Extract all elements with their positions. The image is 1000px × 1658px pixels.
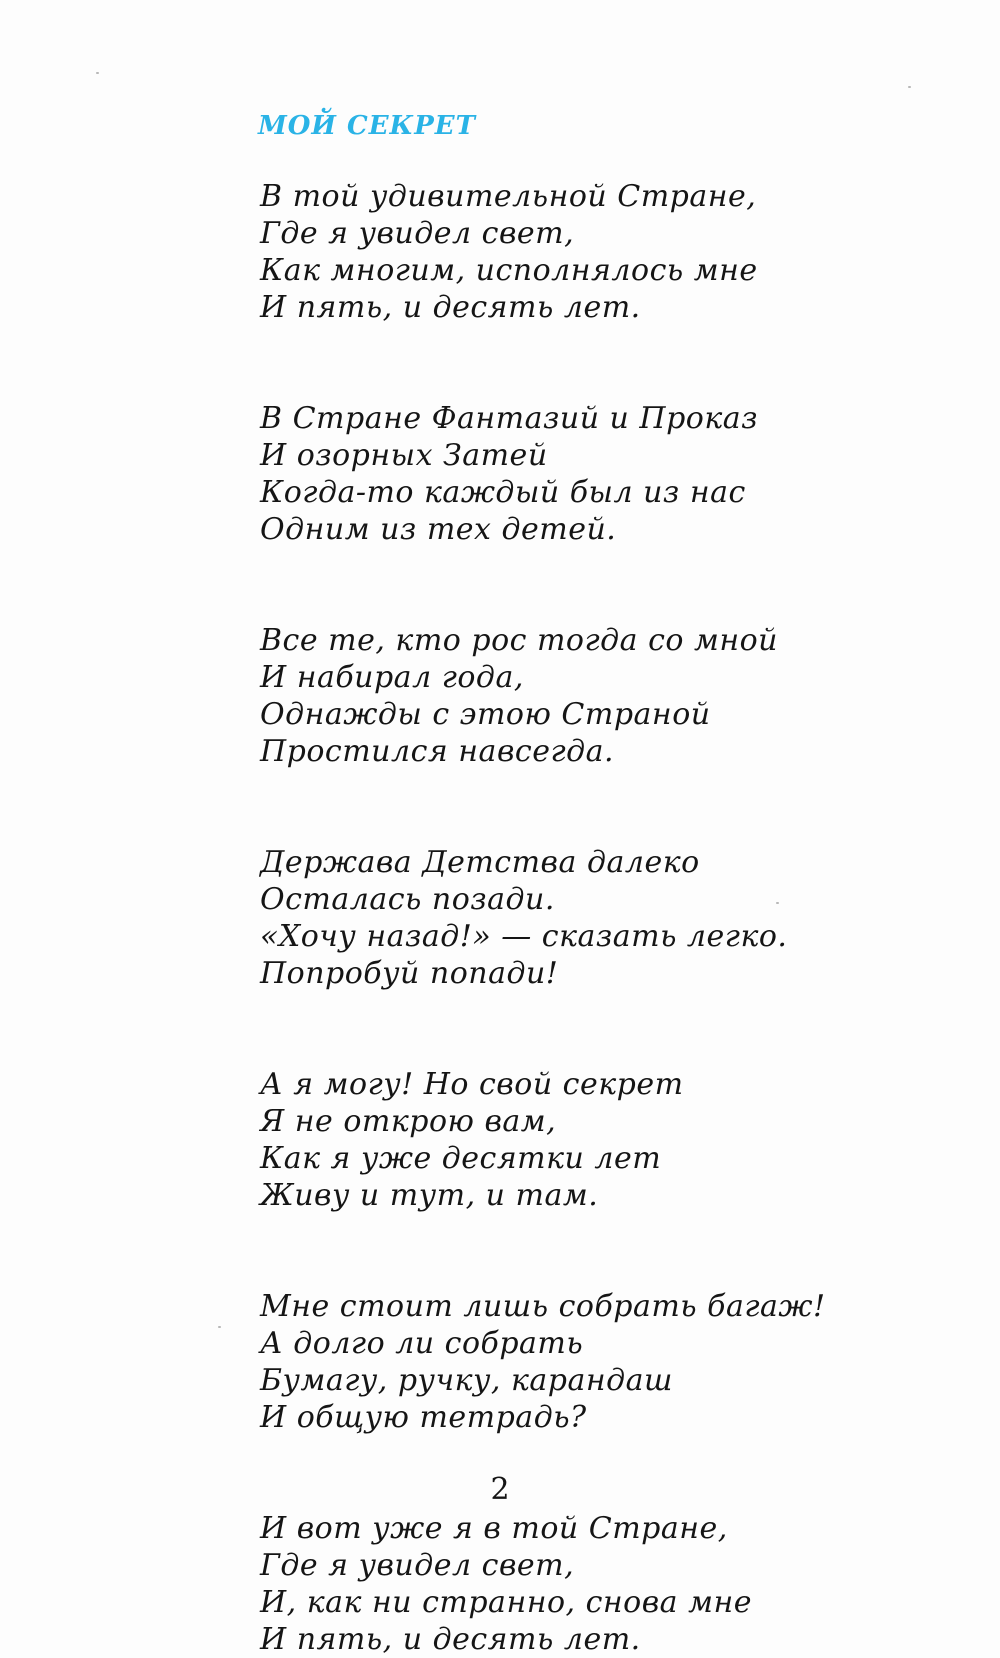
- stanza: [260, 622, 900, 770]
- poem-line: Когда-то каждый был из нас: [260, 475, 746, 510]
- poem-line: Однажды с этою Страной: [260, 697, 711, 732]
- poem-line: Как многим, исполнялось мне: [260, 253, 758, 288]
- poem-line: И вот уже я в той Стране,: [260, 1511, 728, 1546]
- poem-line: Одним из тех детей.: [260, 512, 617, 547]
- poem-line: Где я увидел свет,: [260, 1548, 575, 1583]
- poem-line: И пять, и десять лет.: [260, 1622, 641, 1657]
- poem-line: Где я увидел свет,: [260, 216, 575, 251]
- stanza: [260, 400, 900, 548]
- poem-line: В Стране Фантазий и Проказ: [260, 401, 758, 436]
- stanza: [260, 1510, 900, 1658]
- stanza: [260, 844, 900, 992]
- poem-line: Мне стоит лишь собрать багаж!: [260, 1289, 826, 1324]
- stanza: [260, 178, 900, 326]
- poem-line: А долго ли собрать: [260, 1326, 584, 1361]
- poem-line: И пять, и десять лет.: [260, 290, 641, 325]
- poem-line: «Хочу назад!» — сказать легко.: [260, 919, 788, 954]
- poem-body: [260, 178, 900, 1658]
- paper-speck: [218, 1326, 221, 1328]
- poem-line: Осталась позади.: [260, 882, 555, 917]
- poem-line: В той удивительной Стране,: [260, 179, 757, 214]
- poem-line: Бумагу, ручку, карандаш: [260, 1363, 673, 1398]
- poem-line: А я могу! Но свой секрет: [260, 1067, 684, 1102]
- poem-line: Простился навсегда.: [260, 734, 615, 769]
- stanza: [260, 1066, 900, 1214]
- poem-line: И, как ни странно, снова мне: [260, 1585, 752, 1620]
- paper-speck: [96, 72, 99, 74]
- poem-line: Я не открою вам,: [260, 1104, 557, 1139]
- poem-line: И общую тетрадь?: [260, 1400, 587, 1435]
- poem-title: МОЙ СЕКРЕТ: [258, 111, 476, 141]
- poem-line: Живу и тут, и там.: [260, 1178, 599, 1213]
- poem-line: И озорных Затей: [260, 438, 548, 473]
- stanza: [260, 1288, 900, 1436]
- poem-line: И набирал года,: [260, 660, 524, 695]
- paper-speck: [908, 86, 911, 88]
- poem-line: Попробуй попади!: [260, 956, 559, 991]
- page-number: 2: [490, 1472, 510, 1507]
- poem-line: Как я уже десятки лет: [260, 1141, 662, 1176]
- poem-line: Держава Детства далеко: [260, 845, 700, 880]
- poem-line: Все те, кто рос тогда со мной: [260, 623, 778, 658]
